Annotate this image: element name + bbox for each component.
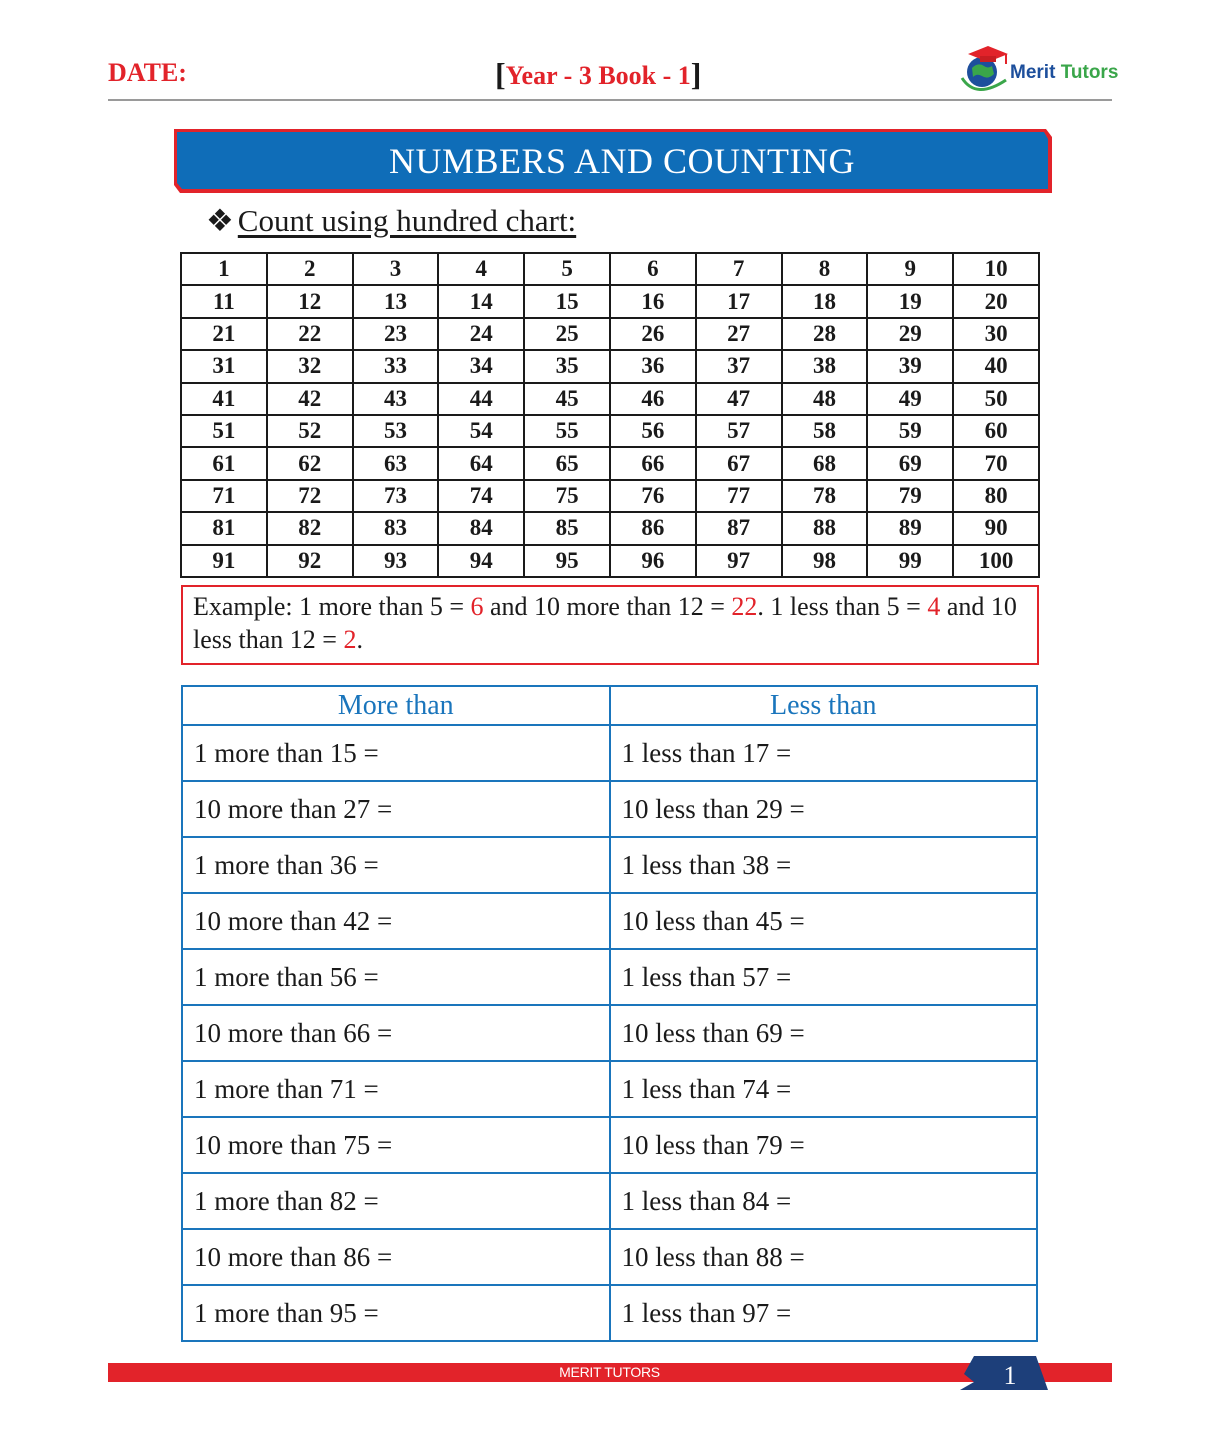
example-text: . 1 less than 5 = [757, 592, 928, 621]
chart-cell: 86 [610, 512, 696, 544]
practice-row [182, 725, 1037, 781]
more-than-question: 10 more than 86 = [182, 1229, 610, 1285]
logo-word-tutors: Tutors [1060, 62, 1119, 83]
chart-cell: 83 [353, 512, 439, 544]
chart-cell: 41 [181, 383, 267, 415]
chart-cell: 16 [610, 285, 696, 317]
example-text: . [356, 625, 363, 654]
chart-row [181, 350, 1039, 382]
less-than-question: 1 less than 38 = [610, 837, 1038, 893]
chart-row [181, 447, 1039, 479]
practice-row [182, 949, 1037, 1005]
practice-row [182, 1285, 1037, 1341]
chart-cell: 12 [267, 285, 353, 317]
chart-cell: 72 [267, 480, 353, 512]
chart-cell: 68 [782, 447, 868, 479]
chart-cell: 35 [524, 350, 610, 382]
chart-cell: 1 [181, 253, 267, 285]
practice-row [182, 1061, 1037, 1117]
practice-row [182, 1117, 1037, 1173]
chart-cell: 4 [438, 253, 524, 285]
book-title-text: Year - 3 Book - 1 [505, 61, 691, 90]
chart-cell: 11 [181, 285, 267, 317]
chart-cell: 21 [181, 318, 267, 350]
chart-cell: 73 [353, 480, 439, 512]
chart-cell: 27 [696, 318, 782, 350]
hundred-chart [180, 252, 1040, 578]
example-text: and 10 more than 12 = [483, 592, 732, 621]
chart-row [181, 318, 1039, 350]
chart-row [181, 545, 1039, 577]
chart-cell: 24 [438, 318, 524, 350]
logo-text [1010, 62, 1118, 84]
chart-row [181, 480, 1039, 512]
more-than-question: 1 more than 82 = [182, 1173, 610, 1229]
chart-row [181, 415, 1039, 447]
chart-cell: 51 [181, 415, 267, 447]
less-than-question: 10 less than 79 = [610, 1117, 1038, 1173]
chart-row [181, 253, 1039, 285]
chart-cell: 100 [953, 545, 1039, 577]
chart-cell: 5 [524, 253, 610, 285]
chart-cell: 55 [524, 415, 610, 447]
more-than-question: 10 more than 75 = [182, 1117, 610, 1173]
chart-cell: 84 [438, 512, 524, 544]
less-than-question: 10 less than 69 = [610, 1005, 1038, 1061]
chart-cell: 31 [181, 350, 267, 382]
less-than-header: Less than [610, 686, 1038, 725]
chart-cell: 34 [438, 350, 524, 382]
chart-cell: 40 [953, 350, 1039, 382]
chart-cell: 58 [782, 415, 868, 447]
more-than-question: 1 more than 15 = [182, 725, 610, 781]
chart-cell: 62 [267, 447, 353, 479]
example-text: Example: 1 more than 5 = [193, 592, 471, 621]
footer-text: MERIT TUTORS [559, 1364, 660, 1380]
practice-row [182, 1005, 1037, 1061]
less-than-question: 10 less than 29 = [610, 781, 1038, 837]
chart-cell: 36 [610, 350, 696, 382]
page-number: 1 [1003, 1361, 1017, 1390]
chart-row [181, 383, 1039, 415]
chart-cell: 15 [524, 285, 610, 317]
chart-cell: 28 [782, 318, 868, 350]
more-than-question: 1 more than 56 = [182, 949, 610, 1005]
chart-cell: 99 [867, 545, 953, 577]
bracket-close: ] [690, 56, 702, 92]
example-answer: 22 [731, 592, 758, 621]
header-divider [108, 99, 1112, 101]
chart-cell: 6 [610, 253, 696, 285]
chart-cell: 43 [353, 383, 439, 415]
chart-cell: 75 [524, 480, 610, 512]
less-than-question: 1 less than 84 = [610, 1173, 1038, 1229]
chart-cell: 13 [353, 285, 439, 317]
more-than-header: More than [182, 686, 610, 725]
chart-cell: 57 [696, 415, 782, 447]
more-than-question: 1 more than 36 = [182, 837, 610, 893]
chart-cell: 60 [953, 415, 1039, 447]
example-box [181, 585, 1039, 665]
chart-cell: 46 [610, 383, 696, 415]
chart-cell: 90 [953, 512, 1039, 544]
practice-row [182, 781, 1037, 837]
chart-cell: 61 [181, 447, 267, 479]
example-answer: 4 [927, 592, 941, 621]
chart-cell: 56 [610, 415, 696, 447]
chart-cell: 8 [782, 253, 868, 285]
chart-cell: 2 [267, 253, 353, 285]
chart-cell: 74 [438, 480, 524, 512]
practice-row [182, 837, 1037, 893]
more-less-table [181, 685, 1038, 1342]
instruction-text: Count using hundred chart: [237, 203, 577, 238]
less-than-question: 1 less than 57 = [610, 949, 1038, 1005]
chart-cell: 91 [181, 545, 267, 577]
chart-cell: 69 [867, 447, 953, 479]
chart-cell: 81 [181, 512, 267, 544]
practice-row [182, 1173, 1037, 1229]
example-answer: 2 [343, 625, 357, 654]
date-label: DATE: [108, 58, 187, 87]
chart-cell: 7 [696, 253, 782, 285]
chart-cell: 17 [696, 285, 782, 317]
page-title: NUMBERS AND COUNTING [388, 141, 856, 181]
chart-cell: 32 [267, 350, 353, 382]
practice-row [182, 893, 1037, 949]
less-than-question: 1 less than 97 = [610, 1285, 1038, 1341]
chart-row [181, 512, 1039, 544]
chart-cell: 76 [610, 480, 696, 512]
chart-cell: 94 [438, 545, 524, 577]
chart-cell: 39 [867, 350, 953, 382]
chart-cell: 37 [696, 350, 782, 382]
less-than-question: 1 less than 17 = [610, 725, 1038, 781]
chart-cell: 79 [867, 480, 953, 512]
example-text: and 10 less than 12 = [193, 592, 1017, 654]
chart-cell: 22 [267, 318, 353, 350]
chart-cell: 80 [953, 480, 1039, 512]
chart-cell: 64 [438, 447, 524, 479]
chart-cell: 97 [696, 545, 782, 577]
chart-cell: 52 [267, 415, 353, 447]
chart-cell: 20 [953, 285, 1039, 317]
chart-cell: 26 [610, 318, 696, 350]
bracket-open: [ [495, 56, 506, 92]
chart-cell: 9 [867, 253, 953, 285]
chart-cell: 30 [953, 318, 1039, 350]
chart-cell: 3 [353, 253, 439, 285]
chart-cell: 48 [782, 383, 868, 415]
chart-cell: 10 [953, 253, 1039, 285]
chart-cell: 82 [267, 512, 353, 544]
chart-cell: 23 [353, 318, 439, 350]
chart-cell: 70 [953, 447, 1039, 479]
chart-cell: 67 [696, 447, 782, 479]
chart-cell: 88 [782, 512, 868, 544]
chart-cell: 53 [353, 415, 439, 447]
chart-cell: 66 [610, 447, 696, 479]
chart-cell: 14 [438, 285, 524, 317]
chart-cell: 89 [867, 512, 953, 544]
less-than-question: 10 less than 45 = [610, 893, 1038, 949]
chart-cell: 49 [867, 383, 953, 415]
chart-cell: 44 [438, 383, 524, 415]
chart-cell: 95 [524, 545, 610, 577]
instruction [206, 203, 576, 239]
chart-cell: 18 [782, 285, 868, 317]
chart-cell: 59 [867, 415, 953, 447]
more-than-question: 1 more than 71 = [182, 1061, 610, 1117]
chart-cell: 47 [696, 383, 782, 415]
practice-row [182, 1229, 1037, 1285]
chart-cell: 42 [267, 383, 353, 415]
chart-cell: 33 [353, 350, 439, 382]
more-than-question: 10 more than 42 = [182, 893, 610, 949]
chart-cell: 50 [953, 383, 1039, 415]
chart-cell: 45 [524, 383, 610, 415]
chart-cell: 85 [524, 512, 610, 544]
chart-cell: 38 [782, 350, 868, 382]
chart-cell: 96 [610, 545, 696, 577]
diamond-bullet-icon: ❖ [206, 203, 234, 238]
chart-cell: 25 [524, 318, 610, 350]
chart-cell: 29 [867, 318, 953, 350]
logo-word-merit: Merit [1010, 62, 1056, 83]
chart-cell: 98 [782, 545, 868, 577]
more-than-question: 10 more than 66 = [182, 1005, 610, 1061]
more-than-question: 1 more than 95 = [182, 1285, 610, 1341]
less-than-question: 1 less than 74 = [610, 1061, 1038, 1117]
example-answer: 6 [470, 592, 484, 621]
more-than-question: 10 more than 27 = [182, 781, 610, 837]
chart-cell: 19 [867, 285, 953, 317]
chart-cell: 65 [524, 447, 610, 479]
chart-cell: 93 [353, 545, 439, 577]
chart-cell: 78 [782, 480, 868, 512]
chart-cell: 87 [696, 512, 782, 544]
chart-cell: 71 [181, 480, 267, 512]
chart-cell: 63 [353, 447, 439, 479]
chart-row [181, 285, 1039, 317]
chart-cell: 92 [267, 545, 353, 577]
book-title [495, 55, 701, 92]
chart-cell: 77 [696, 480, 782, 512]
chart-cell: 54 [438, 415, 524, 447]
less-than-question: 10 less than 88 = [610, 1229, 1038, 1285]
